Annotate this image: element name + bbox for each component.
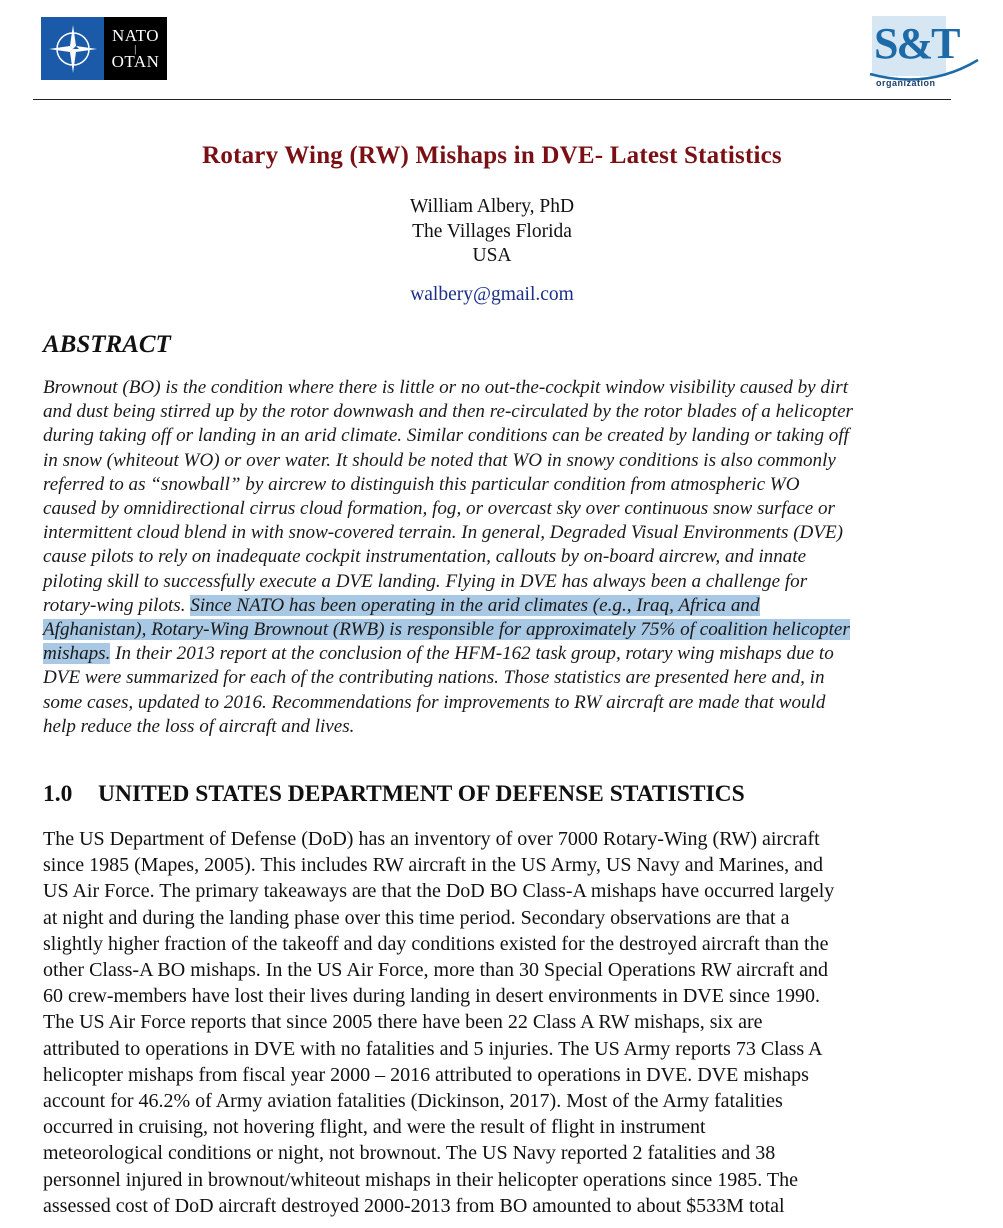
body-line: helicopter mishaps from fiscal year 2000 – 2016 attributed to operations in DVE. DVE mishaps [43,1063,809,1086]
body-line: US Air Force. The primary takeaways are that the DoD BO Class-A mishaps have occurred largely [43,880,835,903]
body-line: assessed cost of DoD aircraft destroyed 2000-2013 from BO amounted to about $533M total [43,1194,785,1217]
st-organization-logo [868,12,980,92]
text-highlight: Since NATO has been operating in the arid climates (e.g., Iraq, Africa and [190,594,760,616]
nato-otan-logo [41,17,167,80]
body-line: account for 46.2% of Army aviation fatalities (Dickinson, 2017). Most of the Army fatalities [43,1090,783,1113]
abstract-line: caused by omnidirectional cirrus cloud formation, fog, or overcast sky over continuous snow surface or [43,498,835,520]
abstract-line: piloting skill to successfully execute a DVE landing. Flying in DVE has always been a challenge for [43,570,808,592]
abstract-line [43,642,955,666]
author-name: William Albery, PhD [409,196,575,217]
text-highlight: Afghanistan), Rotary-Wing Brownout (RWB) is responsible for approximately 75% of coalition helicopter [43,619,850,641]
abstract-line [43,618,955,642]
body-line: other Class-A BO mishaps. In the US Air Force, more than 30 Special Operations RW aircraft and [43,959,829,982]
abstract-line: help reduce the loss of aircraft and lives. [43,715,355,737]
header-divider [33,99,951,100]
body-line: meteorological conditions or night, not brownout. The US Navy reported 2 fatalities and 38 [43,1142,776,1165]
body-line: at night and during the landing phase over this time period. Secondary observations are that a [43,906,790,929]
abstract-line: referred to as “snowball” by aircrew to distinguish this particular condition from atmospheric WO [43,473,800,495]
abstract-line: in snow (whiteout WO) or over water. It should be noted that WO in snowy conditions is also commonly [43,449,836,471]
body-line: personnel injured in brownout/whiteout mishaps in their helicopter operations since 1985. The [43,1168,799,1191]
body-line: since 1985 (Mapes, 2005). This includes RW aircraft in the US Army, US Navy and Marines, and [43,854,824,877]
st-logo-subtitle: organization [876,78,936,88]
body-line: 60 crew-members have lost their lives during landing in desert environments in DVE since 1990. [43,985,821,1008]
section-body [43,826,955,1219]
abstract-heading: ABSTRACT [43,331,171,358]
abstract-line: cause pilots to rely on inadequate cockpit instrumentation, callouts by on-board aircrew, and innate [43,546,807,568]
abstract-text: In their 2013 report at the conclusion of the HFM-162 task group, rotary wing mishaps due to [110,643,834,665]
author-location: The Villages Florida [412,220,572,242]
body-line: The US Department of Defense (DoD) has an inventory of over 7000 Rotary-Wing (RW) aircraft [43,828,820,850]
author-email-link[interactable]: walbery@gmail.com [410,284,574,305]
nato-wordmark: NATO | OTAN [111,25,160,71]
nato-compass-icon [41,17,104,80]
text-highlight: mishaps. [43,643,111,665]
body-line: attributed to operations in DVE with no fatalities and 5 injuries. The US Army reports 73 Class A [43,1037,823,1060]
abstract-line: during taking off or landing in an arid climate. Similar conditions can be created by landing or taking off [43,425,849,447]
section-heading [43,781,745,808]
abstract-line: intermittent cloud blend in with snow-covered terrain. In general, Degraded Visual Environments (DVE) [43,522,844,544]
author-block [0,195,984,269]
abstract-body [43,376,955,739]
body-line: occurred in cruising, not hovering flight, and were the result of flight in instrument [43,1116,706,1139]
section-number: 1.0 [43,781,73,807]
st-logo-text: S&T [874,19,959,68]
abstract-line: some cases, updated to 2016. Recommendations for improvements to RW aircraft are made that would [43,691,826,713]
abstract-line [43,594,955,618]
paper-title: Rotary Wing (RW) Mishaps in DVE- Latest Statistics [202,142,782,169]
abstract-line: DVE were summarized for each of the contributing nations. Those statistics are presented here and, in [43,667,825,689]
abstract-line: Brownout (BO) is the condition where there is little or no out-the-cockpit window visibility caused by dirt [43,377,848,398]
abstract-line: and dust being stirred up by the rotor downwash and then re-circulated by the rotor blades of a helicopter [43,401,853,423]
abstract-text: rotary-wing pilots. [43,594,191,616]
author-country: USA [472,245,512,266]
section-title: UNITED STATES DEPARTMENT OF DEFENSE STATISTICS [98,781,745,807]
body-line: slightly higher fraction of the takeoff and day conditions existed for the destroyed aircraft than the [43,932,829,955]
body-line: The US Air Force reports that since 2005 there have been 22 Class A RW mishaps, six are [43,1011,763,1034]
